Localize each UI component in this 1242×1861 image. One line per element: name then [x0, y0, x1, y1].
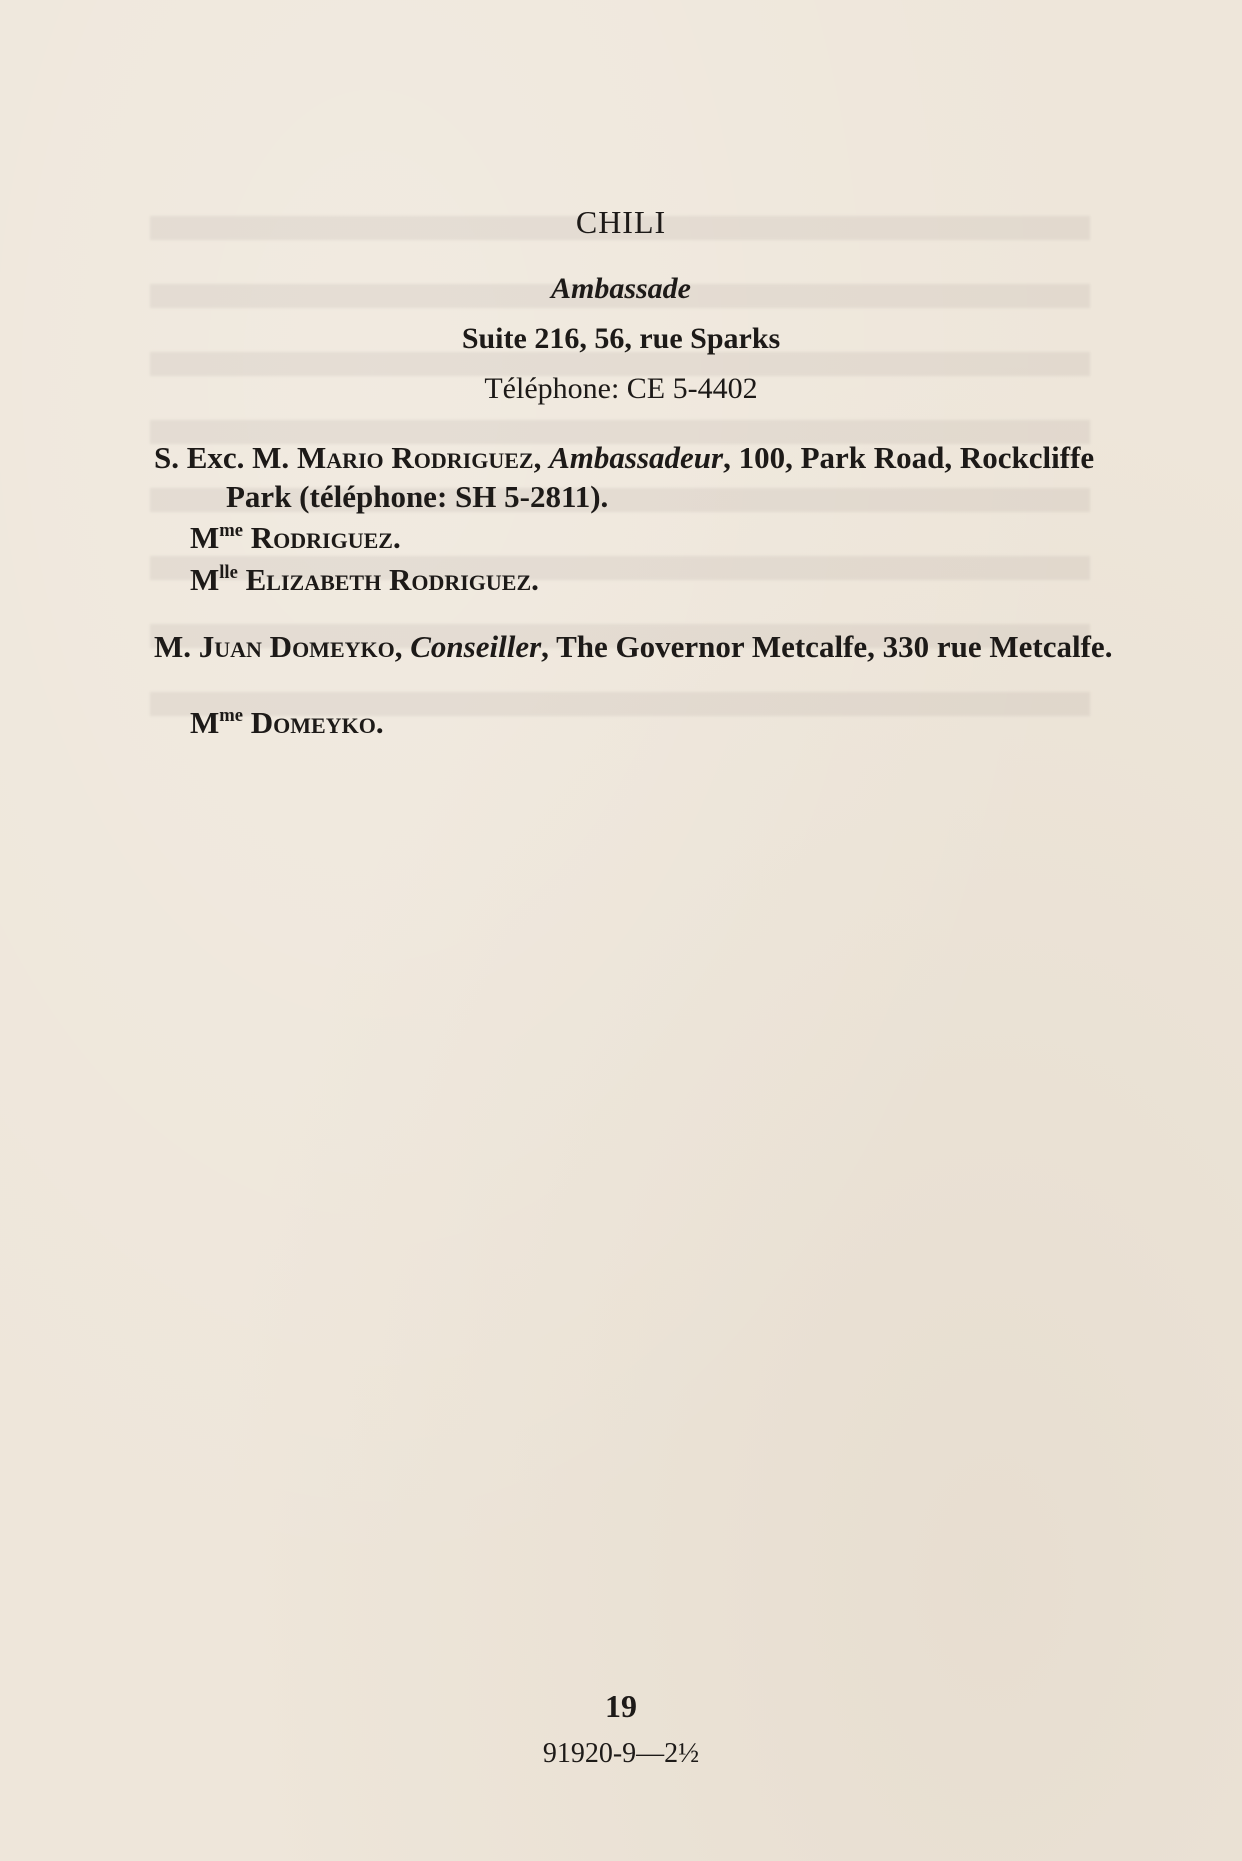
family-title-suffix: me [219, 519, 244, 541]
diplomat-details: 100, Park Road, Rockcliffe Park (téléphone: SH 5-2811). [226, 440, 1095, 514]
page-number: 19 [605, 1688, 637, 1724]
embassy-address: Suite 216, 56, rue Sparks [461, 322, 781, 355]
diplomat-role: Conseiller [410, 629, 542, 664]
family-title-suffix: lle [219, 561, 238, 583]
family-name: Domeyko. [250, 705, 384, 740]
family-name: Elizabeth Rodriguez. [245, 562, 539, 597]
mission-type: Ambassade [550, 272, 691, 305]
entry-prefix: S. Exc. M. [154, 440, 290, 475]
family-name: Rodriguez. [250, 520, 401, 555]
embassy-phone: Téléphone: CE 5-4402 [484, 372, 758, 405]
diplomat-name: Juan Domeyko [198, 629, 395, 664]
country-heading: CHILI [575, 204, 667, 240]
diplomat-name: Mario Rodriguez [296, 440, 534, 475]
print-code: 91920-9—2½ [542, 1738, 700, 1769]
family-title: M [190, 562, 220, 597]
family-member [190, 520, 401, 556]
family-member [190, 562, 539, 598]
family-title: M [190, 520, 220, 555]
diplomat-role: Ambassadeur [549, 440, 724, 475]
family-title-suffix: me [219, 704, 244, 726]
diplomat-entry: S. Exc. M. Mario Rodriguez, Ambassadeur, 100, Park Road, Rockcliffe Park (téléphone: SH 5-2811). [154, 440, 1095, 514]
family-member [190, 705, 384, 741]
entry-prefix: M. [154, 629, 192, 664]
family-title: M [190, 705, 220, 740]
diplomat-details: The Governor Metcalfe, 330 rue Metcalfe. [556, 629, 1113, 664]
diplomat-entry: M. Juan Domeyko, Conseiller, The Governor Metcalfe, 330 rue Metcalfe. [154, 629, 1113, 664]
